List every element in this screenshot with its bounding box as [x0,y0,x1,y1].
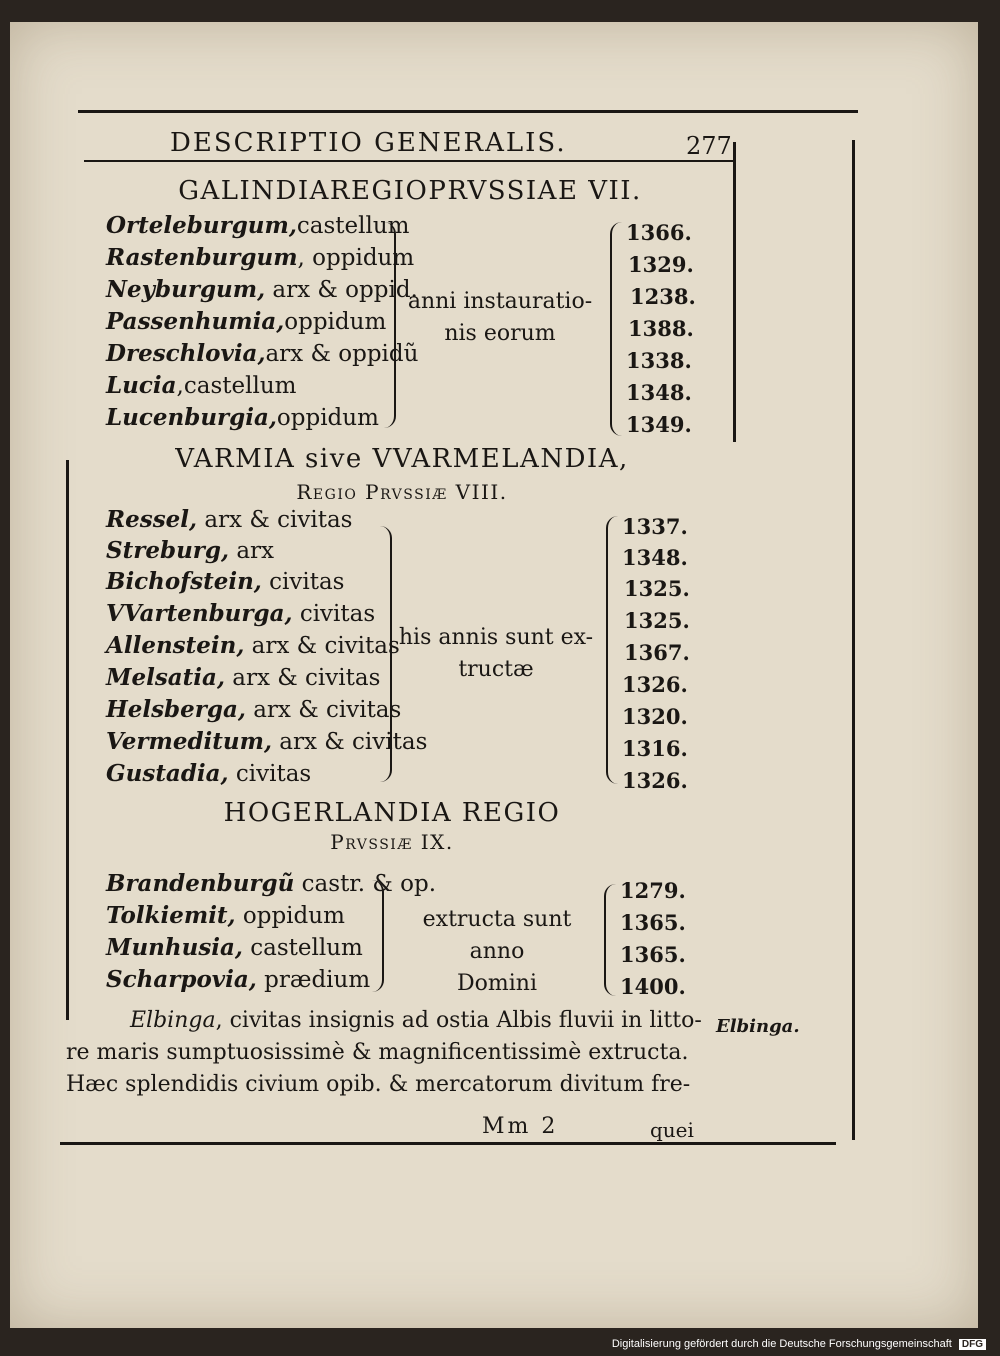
place-desc: prædium [264,967,371,993]
place-desc: oppidum [242,903,345,929]
top-rule [78,110,858,113]
line-text: re maris sumptuosissimè & magnificentissimè extructa. [66,1040,689,1065]
place-name: Allenstein, [106,632,245,659]
year-value: 1325. [624,608,690,633]
note-line: nis eorum [444,321,556,346]
left-brace [384,222,396,428]
year-value: 1365. [620,910,686,935]
place-desc: arx & civitas [279,729,428,755]
section-title: HOGERLANDIA REGIO [223,798,561,828]
place-desc: arx & oppidũ [265,341,419,367]
right-brace [606,516,618,784]
line-text: Hæc splendidis civium opib. & mercatorum divitum fre- [66,1072,691,1097]
year-value: 1337. [622,514,688,539]
page-number: 277 [686,132,732,160]
place-name: Dreschlovia, [106,340,266,367]
year-value: 1400. [620,974,686,999]
bottom-rule [60,1142,836,1145]
scan-credit [612,1338,986,1350]
list-item [106,696,401,723]
list-item [106,506,352,533]
note-line: tructæ [458,657,534,682]
place-desc: civitas [235,761,312,787]
year-value: 1329. [628,252,694,277]
year-value: 1238. [630,284,696,309]
year-value: 1367. [624,640,690,665]
paragraph-line [66,1072,690,1097]
place-desc: civitas [269,569,345,595]
list-item [106,870,436,897]
list-item [106,404,379,431]
place-desc: arx & oppid. [272,277,418,303]
place-name: VVartenburga, [106,600,293,627]
list-item [106,372,296,399]
place-desc: oppidum [276,405,379,431]
left-brace [372,880,384,992]
year-value: 1348. [622,545,688,570]
place-desc: castellum [250,935,363,961]
note-line: Domini [457,971,537,996]
right-brace [610,222,622,436]
paragraph-line [130,1008,702,1033]
place-name: Streburg, [106,537,229,564]
list-item [106,212,409,239]
place-desc: arx & civitas [253,697,402,723]
place-desc: arx [236,538,274,564]
place-name: Neyburgum, [106,276,266,303]
section-subtitle: Prvssiæ IX. [330,830,454,854]
list-item [106,966,370,993]
year-value: 1365. [620,942,686,967]
list-item [106,664,380,691]
left-brace [380,526,392,782]
place-name: Helsberga, [106,696,246,723]
section-note [396,622,596,686]
right-frame-line [733,142,736,442]
list-item [106,537,274,564]
list-item [106,902,345,929]
place-name: Tolkiemit, [106,902,236,929]
section-note [400,286,600,350]
place-name: Ressel, [106,506,198,533]
list-item [106,276,418,303]
note-line: extructa sunt anno [422,907,572,964]
list-item [106,244,414,271]
place-desc: arx & civitas [204,507,353,533]
year-value: 1279. [620,878,686,903]
place-name: Munhusia, [106,934,243,961]
place-desc: arx & civitas [251,633,400,659]
section-note [392,904,602,1000]
place-name: Melsatia, [106,664,225,691]
list-item [106,600,375,627]
list-item [106,340,418,367]
place-name: Elbinga [130,1008,216,1033]
place-desc: civitas [299,601,376,627]
place-desc: castellum [296,213,410,239]
section-title: GALINDIAREGIOPRVSSIAE VII. [178,176,642,206]
year-value: 1326. [622,672,688,697]
place-desc: castr. & op. [301,871,437,897]
place-name: Lucia [106,372,177,399]
list-item [106,632,400,659]
list-item [106,760,311,787]
right-brace [604,884,616,996]
credit-text: Digitalisierung gefördert durch die Deutsche Forschungsgemeinschaft [611,1338,952,1350]
year-value: 1349. [626,412,692,437]
line-text: , civitas insignis ad ostia Albis fluvii in litto- [215,1008,702,1033]
list-item [106,308,386,335]
place-name: Scharpovia, [106,966,257,993]
section-subtitle: Regio Prvssiæ VIII. [296,480,508,504]
paragraph-line [66,1040,688,1065]
place-name: Vermeditum, [106,728,272,755]
year-value: 1366. [626,220,692,245]
list-item [106,934,363,961]
running-title: DESCRIPTIO GENERALIS. [170,128,567,158]
year-value: 1325. [624,576,690,601]
place-name: Orteleburgum, [106,212,297,239]
place-desc: ,castellum [176,373,297,399]
year-value: 1326. [622,768,688,793]
left-frame-line [66,460,69,1020]
place-desc: arx & civitas [232,665,381,691]
catchword: quei [650,1118,694,1142]
place-desc: oppidum [284,309,387,335]
place-name: Brandenburgũ [106,870,295,897]
place-name: Gustadia, [106,760,229,787]
outer-right-line [852,140,855,1140]
section-title: VARMIA sive VVARMELANDIA, [175,444,629,474]
header-rule [84,160,736,162]
dfg-logo: DFG [959,1339,986,1350]
signature-mark: Mm 2 [482,1114,559,1139]
list-item [106,568,344,595]
margin-note: Elbinga. [716,1016,800,1037]
note-line: anni instauratio- [407,289,593,314]
year-value: 1320. [622,704,688,729]
place-name: Rastenburgum [106,244,298,271]
note-line: his annis sunt ex- [398,625,594,650]
year-value: 1388. [628,316,694,341]
place-desc: , oppidum [297,245,415,271]
place-name: Lucenburgia, [106,404,277,431]
year-value: 1348. [626,380,692,405]
place-name: Bichofstein, [106,568,262,595]
place-name: Passenhumia, [106,308,285,335]
year-value: 1338. [626,348,692,373]
year-value: 1316. [622,736,688,761]
